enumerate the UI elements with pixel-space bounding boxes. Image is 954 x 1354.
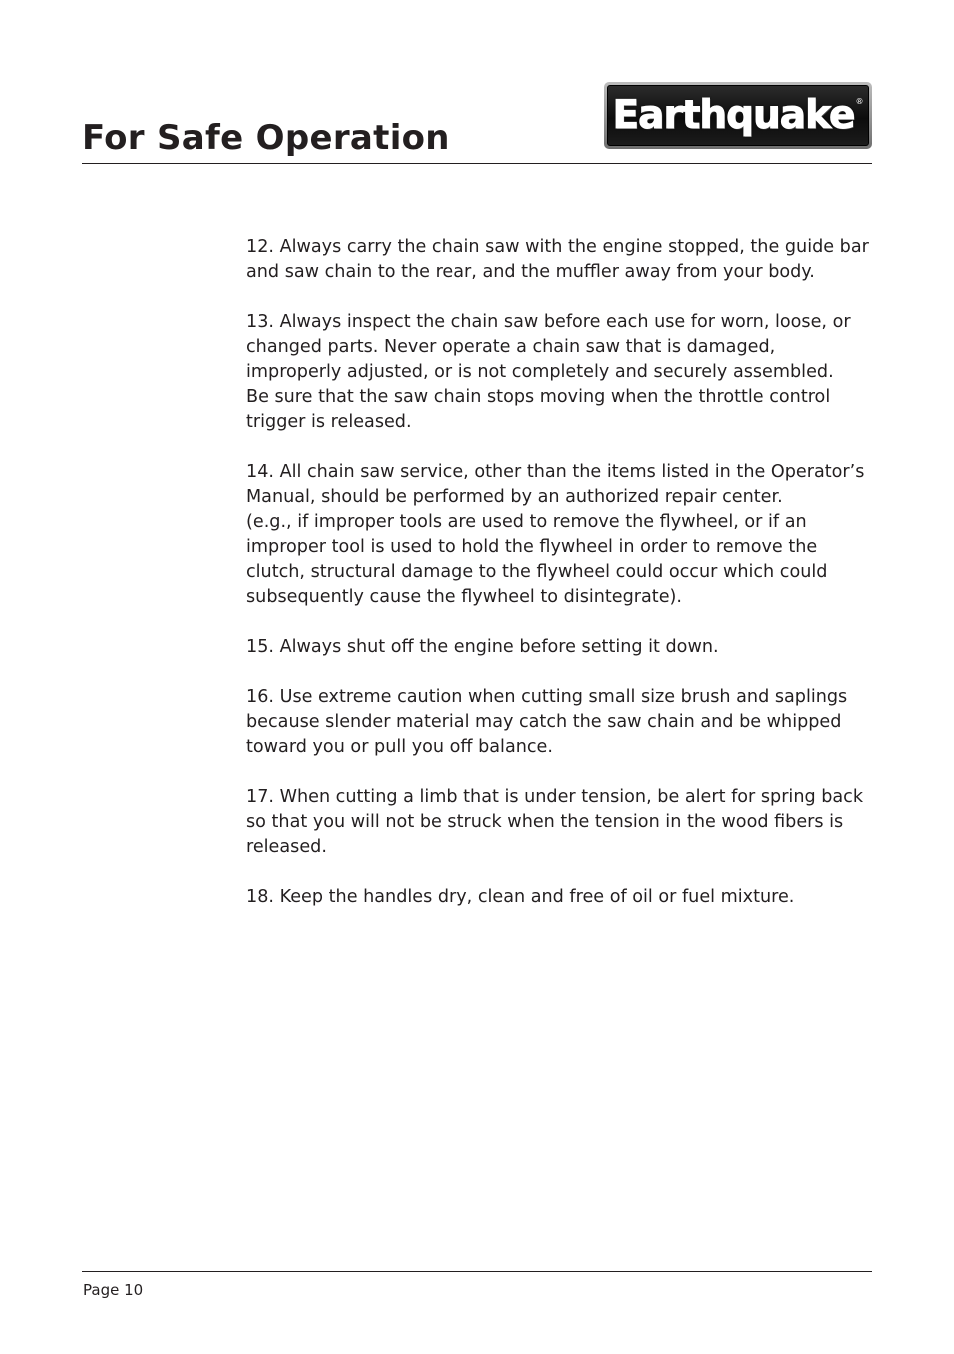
instruction-item-12: 12. Always carry the chain saw with the engine stopped, the guide bar and saw chain to the rear, and the muffler away from your body. [246, 237, 869, 282]
registered-trademark-icon: ® [855, 97, 864, 106]
instruction-item-18: 18. Keep the handles dry, clean and free of oil or fuel mixture. [246, 887, 795, 907]
instruction-item-15: 15. Always shut off the engine before setting it down. [246, 637, 719, 657]
instruction-item-13: 13. Always inspect the chain saw before each use for worn, loose, or changed parts. Never operate a chain saw that is damaged, improperly adjusted, or is not completely and securely assembled. Be sure that the saw chain stops moving when the throttle control trigger is released. [246, 312, 851, 432]
instruction-item-17: 17. When cutting a limb that is under tension, be alert for spring back so that you will not be struck when the tension in the wood fibers is released. [246, 787, 864, 857]
instruction-item-16: 16. Use extreme caution when cutting small size brush and saplings because slender material may catch the saw chain and be whipped toward you or pull you off balance. [246, 687, 848, 757]
logo-wordmark: Earthquake [612, 93, 855, 138]
earthquake-logo [604, 82, 872, 149]
logo-badge [607, 85, 869, 146]
instruction-item-14: 14. All chain saw service, other than the items listed in the Operator’s Manual, should be performed by an authorized repair center. (e.g., if improper tools are used to remove the flywheel, or if an improper tool is used to hold the flywheel in order to remove the clutch, structural damage to the flywheel could occur which could subsequently cause the flywheel to disintegrate). [246, 462, 865, 607]
footer-divider [82, 1271, 872, 1272]
safety-instructions [246, 235, 876, 935]
header-divider [82, 163, 872, 164]
page-number: Page 10 [83, 1281, 144, 1299]
page-title: For Safe Operation [82, 118, 450, 158]
